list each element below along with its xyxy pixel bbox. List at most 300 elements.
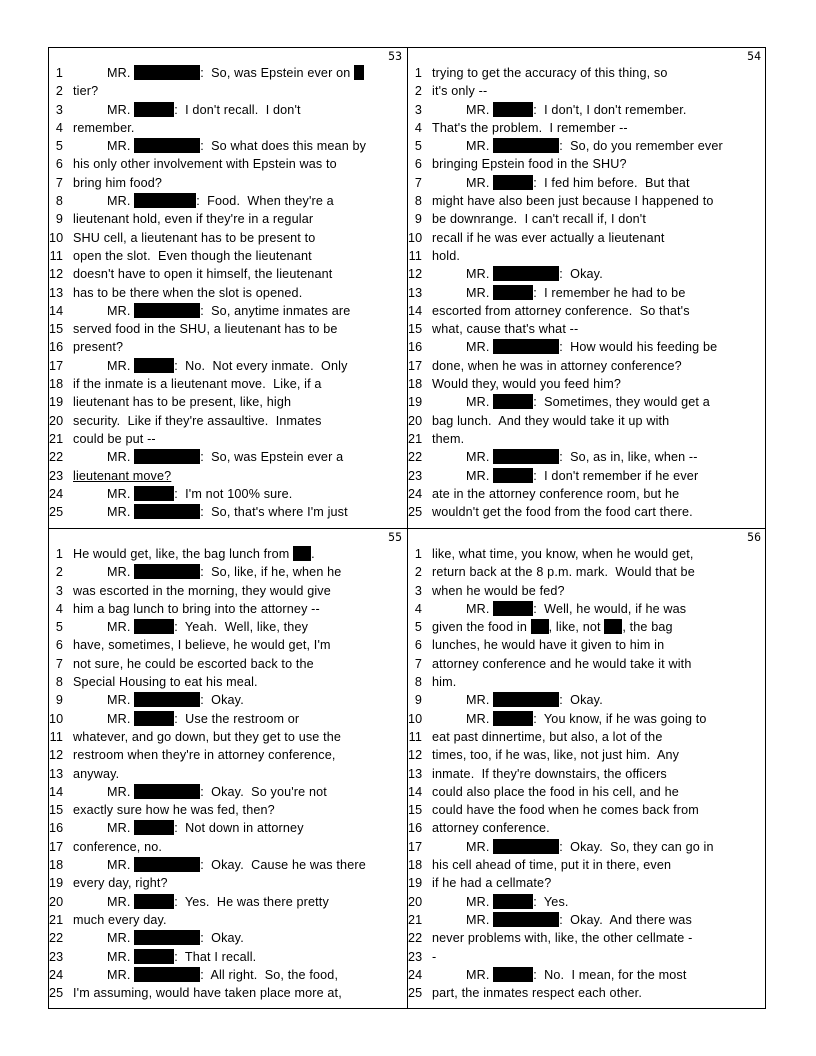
line-text [432,210,646,228]
redaction-block [493,839,559,854]
line-number: 19 [49,876,64,891]
text-segment: never problems with, like, the other cellmate - [432,931,693,946]
redaction-block [134,692,200,707]
line-text [73,192,334,210]
text-segment: MR. [466,340,494,355]
line-text [73,119,135,137]
line-number: 9 [55,693,63,708]
line-text [73,765,119,783]
line-text [432,582,565,600]
line-number: 4 [414,601,422,616]
line-number: 4 [414,120,422,135]
line-text [73,838,162,856]
text-segment: MR. [466,912,494,927]
transcript-line [49,710,408,728]
line-number: 7 [55,656,63,671]
text-segment: much every day. [73,912,167,927]
text-segment: was escorted in the morning, they would give [73,583,331,598]
line-number: 13 [49,766,64,781]
line-text [432,856,671,874]
redaction-block [493,468,533,483]
line-text [73,412,322,430]
redaction-block [134,967,200,982]
transcript-line [49,412,408,430]
transcript-lines [49,64,408,521]
text-segment: , the bag [622,620,673,635]
line-number: 5 [414,139,422,154]
page-number: 55 [388,530,402,544]
text-segment: restroom when they're in attorney conference, [73,748,336,763]
text-segment: MR. [107,66,135,80]
transcript-lines [408,545,767,1002]
line-text [73,393,291,411]
text-segment: MR. [107,858,135,873]
redaction-block [134,138,200,153]
line-number: 20 [49,413,64,428]
text-segment: bring him food? [73,175,163,190]
text-segment: MR. [107,505,135,520]
line-text [432,119,628,137]
line-number: 13 [408,766,423,781]
line-text [73,856,366,874]
transcript-line [49,582,408,600]
transcript-line [408,101,767,119]
text-segment: MR. [466,102,494,117]
text-segment: might have also been just because I happened to [432,194,714,209]
text-segment: : You know, if he was going to [533,711,707,726]
text-segment: when he would be fed? [432,583,565,598]
text-segment: - [432,949,437,964]
transcript-line [408,82,767,100]
redaction-block [493,967,533,982]
line-number: 18 [49,377,64,392]
line-text [432,229,665,247]
text-segment: tier? [73,84,99,99]
text-segment: : Well, he would, if he was [533,601,687,616]
text-segment: be downrange. I can't recall if, I don't [432,212,646,227]
redaction-block [134,564,200,579]
transcript-line [49,101,408,119]
text-segment: him a bag lunch to bring into the attorney -- [73,601,320,616]
transcript-line [49,563,408,581]
line-number: 14 [408,303,423,318]
text-segment: MR. [107,821,135,836]
text-segment: not sure, he could be escorted back to the [73,656,314,671]
line-number: 24 [49,486,64,501]
transcript-line [408,984,767,1002]
transcript-line [49,393,408,411]
redaction-block [134,894,174,909]
transcript-line [49,618,408,636]
line-number: 7 [414,175,422,190]
text-segment: Special Housing to eat his meal. [73,675,258,690]
text-segment: bag lunch. And they would take it up with [432,413,670,428]
line-number: 6 [414,638,422,653]
line-number: 3 [414,102,422,117]
line-number: 25 [408,505,423,520]
redaction-block [493,175,533,190]
line-text [73,929,244,947]
text-segment: : That I recall. [174,949,257,964]
line-text [432,600,686,618]
line-number: 3 [414,583,422,598]
transcript-line [49,746,408,764]
line-text [73,503,348,521]
text-segment: hold. [432,248,461,263]
text-segment: return back at the 8 p.m. mark. Would that be [432,565,695,580]
transcript-line [408,247,767,265]
line-text [432,783,679,801]
line-text [73,746,336,764]
redaction-block [493,711,533,726]
transcript-line [408,210,767,228]
line-number: 17 [408,839,423,854]
line-number: 14 [49,784,64,799]
line-text [73,893,329,911]
line-text [73,618,308,636]
text-segment: He would get, like, the bag lunch from [73,547,294,561]
text-segment: : I fed him before. But that [533,175,690,190]
transcript-line [408,911,767,929]
transcript-line [49,966,408,984]
line-number: 6 [414,157,422,172]
line-text [432,765,667,783]
text-segment: his only other involvement with Epstein was to [73,157,337,172]
line-number: 21 [49,431,64,446]
text-segment: MR. [107,784,135,799]
line-text [73,265,332,283]
page-55 [49,529,408,1009]
text-segment: times, too, if he was, like, not just him. Any [432,748,680,763]
text-segment: anyway. [73,766,120,781]
redaction-block [134,857,200,872]
line-number: 16 [408,821,423,836]
text-segment: : Okay. And there was [559,912,692,927]
line-text [73,710,299,728]
line-text [432,467,698,485]
text-segment: MR. [466,601,494,616]
text-segment: : So, anytime inmates are [200,303,351,318]
line-number: 11 [408,729,422,744]
line-text [73,485,292,503]
line-number: 19 [49,395,64,410]
transcript-line [49,375,408,393]
transcript-line [408,600,767,618]
text-segment: : No. I mean, for the most [533,967,687,982]
line-text [73,174,162,192]
text-segment: : All right. So, the food, [200,967,339,982]
transcript-line [49,357,408,375]
redaction-block [134,784,200,799]
line-number: 16 [49,821,64,836]
line-text [73,673,258,691]
text-segment: : Yeah. Well, like, they [174,620,309,635]
line-text [432,911,692,929]
text-segment: MR. [466,175,494,190]
text-segment: lieutenant move? [73,468,172,483]
line-number: 1 [414,547,422,561]
page-number: 54 [747,49,761,63]
text-segment: MR. [107,450,135,465]
line-text [73,247,312,265]
text-segment: MR. [107,894,135,909]
text-segment: ate in the attorney conference room, but he [432,486,680,501]
page-54 [408,48,767,528]
line-text [73,101,301,119]
transcript-line [408,819,767,837]
transcript-line [408,485,767,503]
line-number: 10 [408,711,423,726]
line-number: 16 [49,340,64,355]
text-segment: : Okay. So you're not [200,784,327,799]
line-number: 18 [408,858,423,873]
line-text [432,563,695,581]
text-segment: like, what time, you know, when he would get, [432,547,694,561]
line-number: 11 [49,248,63,263]
text-segment: : Yes. He was there pretty [174,894,329,909]
redaction-block [493,894,533,909]
line-text [73,64,364,82]
redaction-block [134,504,200,519]
line-number: 20 [408,894,423,909]
redaction-block [604,619,622,634]
line-text [73,430,156,448]
text-segment: : I don't, I don't remember. [533,102,687,117]
text-segment: MR. [107,711,135,726]
transcript-line [49,174,408,192]
line-number: 22 [49,931,64,946]
line-text [432,728,662,746]
text-segment: : Okay. [200,931,244,946]
line-number: 14 [408,784,423,799]
line-text [432,265,603,283]
redaction-block [493,266,559,281]
line-number: 17 [49,839,64,854]
line-number: 3 [55,102,63,117]
page-number: 53 [388,49,402,63]
line-text [73,984,342,1002]
line-number: 5 [414,620,422,635]
line-number: 4 [55,120,63,135]
line-text [432,174,690,192]
line-number: 7 [55,175,63,190]
text-segment: . [311,547,315,561]
transcript-line [49,119,408,137]
line-number: 22 [408,931,423,946]
text-segment: MR. [107,967,135,982]
text-segment: doesn't have to open it himself, the lieutenant [73,267,333,282]
line-text [73,210,313,228]
line-text [73,284,302,302]
text-segment: escorted from attorney conference. So that's [432,303,690,318]
text-segment: them. [432,431,465,446]
line-number: 25 [408,986,423,1001]
line-text [432,485,679,503]
line-number: 8 [414,194,422,209]
transcript-line [49,155,408,173]
transcript-line [49,338,408,356]
line-number: 7 [414,656,422,671]
text-segment: remember. [73,120,135,135]
transcript-line [49,284,408,302]
line-number: 19 [408,395,423,410]
transcript-sheet [48,47,766,1009]
line-number: 24 [49,967,64,982]
transcript-line [408,801,767,819]
line-text [73,783,327,801]
line-text [432,64,668,82]
line-text [73,563,341,581]
text-segment: MR. [466,693,494,708]
transcript-line [408,636,767,654]
redaction-block [354,65,364,80]
transcript-line [408,545,767,563]
text-segment: : So, like, if he, when he [200,565,342,580]
text-segment: MR. [107,303,135,318]
transcript-line [408,856,767,874]
text-segment: : I'm not 100% sure. [174,486,293,501]
transcript-line [49,929,408,947]
line-number: 10 [408,230,423,245]
transcript-line [408,302,767,320]
transcript-line [49,893,408,911]
text-segment: bringing Epstein food in the SHU? [432,157,627,172]
transcript-line [408,673,767,691]
line-text [73,320,338,338]
line-number: 25 [49,505,64,520]
line-number: 11 [49,729,63,744]
line-text [432,82,487,100]
text-segment: : So, was Epstein ever a [200,450,344,465]
line-text [73,137,366,155]
transcript-line [49,137,408,155]
line-text [73,467,171,485]
transcript-line [408,929,767,947]
line-number: 23 [49,949,64,964]
redaction-block [493,449,559,464]
line-number: 1 [414,66,422,80]
line-number: 23 [49,468,64,483]
text-segment: part, the inmates respect each other. [432,986,642,1001]
text-segment: : So, that's where I'm just [200,505,348,520]
line-number: 2 [414,84,422,99]
line-text [432,412,669,430]
line-text [73,82,98,100]
line-number: 24 [408,486,423,501]
line-text [73,948,256,966]
line-number: 2 [55,84,63,99]
text-segment: attorney conference and he would take it with [432,656,692,671]
text-segment: eat past dinnertime, but also, a lot of the [432,729,663,744]
transcript-line [408,174,767,192]
transcript-line [49,545,408,563]
text-segment: given the food in [432,620,531,635]
transcript-line [408,467,767,485]
transcript-line [408,893,767,911]
text-segment: has to be there when the slot is opened. [73,285,303,300]
line-number: 4 [55,601,63,616]
page-56 [408,529,767,1009]
transcript-line [408,119,767,137]
line-number: 1 [55,66,63,80]
line-text [432,448,698,466]
text-segment: : Okay. [200,693,244,708]
text-segment: if he had a cellmate? [432,876,552,891]
transcript-line [49,765,408,783]
line-number: 13 [408,285,423,300]
redaction-block [134,358,174,373]
redaction-block [493,138,559,153]
line-text [432,393,710,411]
text-segment: whatever, and go down, but they get to use the [73,729,342,744]
transcript-line [408,655,767,673]
line-text [432,375,621,393]
line-text [432,503,693,521]
text-segment: his cell ahead of time, put it in there, even [432,858,672,873]
text-segment: : No. Not every inmate. Only [174,358,348,373]
line-text [432,801,699,819]
line-text [432,192,714,210]
text-segment: lieutenant has to be present, like, high [73,395,292,410]
text-segment: could have the food when he comes back from [432,803,699,818]
text-segment: lieutenant hold, even if they're in a regular [73,212,314,227]
text-segment: MR. [466,711,494,726]
text-segment: : So what does this mean by [200,139,367,154]
line-number: 16 [408,340,423,355]
line-number: 9 [55,212,63,227]
line-number: 12 [408,267,423,282]
line-number: 17 [408,358,423,373]
redaction-block [134,820,174,835]
transcript-line [49,320,408,338]
line-text [432,746,679,764]
line-text [73,636,331,654]
transcript-line [49,448,408,466]
text-segment: : Not down in attorney [174,821,304,836]
line-text [73,728,341,746]
transcript-line [49,801,408,819]
text-segment: it's only -- [432,84,488,99]
transcript-line [49,838,408,856]
transcript-line [49,911,408,929]
page-53 [49,48,408,528]
transcript-line [408,966,767,984]
redaction-block [134,449,200,464]
transcript-line [49,210,408,228]
text-segment: MR. [107,486,135,501]
text-segment: : Okay. So, they can go in [559,839,714,854]
text-segment: : I don't recall. I don't [174,102,301,117]
text-segment: That's the problem. I remember -- [432,120,628,135]
transcript-line [49,783,408,801]
line-text [73,582,331,600]
line-text [73,545,315,563]
redaction-block [134,619,174,634]
redaction-block [134,193,196,208]
line-number: 24 [408,967,423,982]
transcript-line [49,636,408,654]
line-text [73,338,123,356]
line-text [432,984,642,1002]
line-number: 12 [49,267,64,282]
text-segment: : Okay. Cause he was there [200,858,366,873]
line-text [432,691,603,709]
line-number: 10 [49,230,64,245]
line-text [432,893,569,911]
line-number: 9 [414,212,422,227]
line-number: 11 [408,248,422,263]
redaction-block [493,692,559,707]
